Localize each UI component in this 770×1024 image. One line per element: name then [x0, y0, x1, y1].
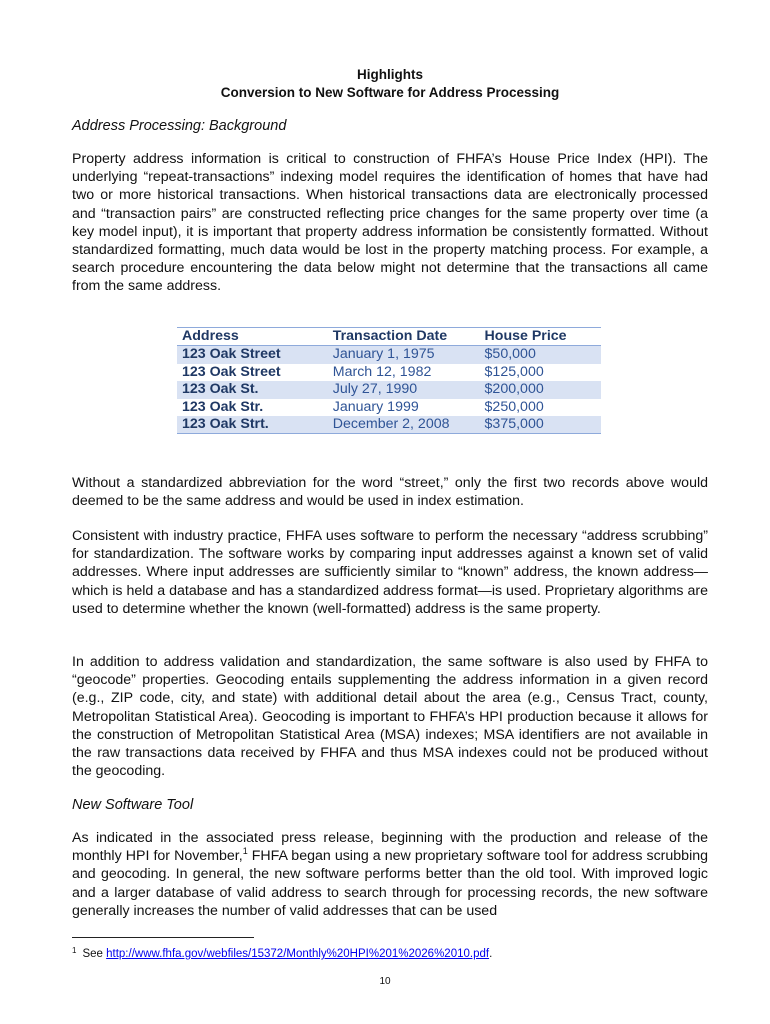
paragraph-new-software: [72, 829, 708, 920]
footnote-reference[interactable]: 1: [242, 846, 248, 857]
cell-date: January 1999: [332, 398, 419, 415]
cell-price: $125,000: [484, 363, 544, 380]
paragraph-abbreviation: Without a standardized abbreviation for the word “street,” only the first two records above would deemed to be the same address and would be used in index estimation.: [72, 475, 708, 510]
cell-date: January 1, 1975: [328, 346, 480, 364]
cell-address: 123 Oak Strt.: [177, 416, 328, 434]
paragraph-new-software-part-2: FHFA began using a new proprietary software tool for address scrubbing and geocoding. In general, the new software performs better than the old tool. With improved logic and a larger database of valid address to search through for processing records, the new software generally increases the number of valid addresses that can be used: [72, 848, 709, 919]
page-heading: Highlights: [357, 67, 423, 82]
footnote-marker: 1: [72, 946, 77, 955]
section-title-background: Address Processing: Background: [72, 118, 287, 134]
table-row: [177, 364, 601, 381]
footnote-divider: [72, 937, 254, 938]
cell-address: 123 Oak Str.: [182, 398, 264, 415]
cell-address: 123 Oak St.: [177, 381, 328, 398]
cell-address: 123 Oak Street: [182, 363, 281, 380]
table-row: [177, 381, 601, 398]
transactions-table: [177, 327, 601, 434]
cell-price: $375,000: [480, 416, 601, 434]
footnote-prefix: See: [82, 948, 107, 960]
table-row: [177, 346, 601, 364]
cell-date: March 12, 1982: [332, 363, 432, 380]
footnote: [72, 944, 492, 961]
paragraph-address-scrubbing: Consistent with industry practice, FHFA uses software to perform the necessary “address scrubbing” for standardization. The software works by comparing input addresses against a known set of valid addresses. Where input addresses are sufficiently similar to “known” address, the known address—which is held a database and has a standardized address format—is used. Proprietary algorithms are used to determine whether the known (well-formatted) address is the same property.: [72, 528, 708, 617]
table-row: [177, 416, 601, 434]
cell-price: $250,000: [484, 398, 544, 415]
column-header-house-price: House Price: [480, 328, 601, 346]
table-header-row: [177, 328, 601, 346]
page-subheading: Conversion to New Software for Address Processing: [220, 85, 560, 100]
paragraph-new-software-part-1: As indicated in the associated press release, beginning with the production and release of the monthly HPI for November,: [72, 830, 708, 865]
column-header-address: Address: [177, 328, 328, 346]
cell-address: 123 Oak Street: [177, 346, 328, 364]
footnote-link[interactable]: http://www.fhfa.gov/webfiles/15372/Monthly%20HPI%201%2026%2010.pdf: [106, 948, 490, 960]
cell-date: July 27, 1990: [328, 381, 480, 398]
cell-price: $200,000: [480, 381, 601, 398]
paragraph-geocoding: In addition to address validation and standardization, the same software is also used by FHFA to “geocode” properties. Geocoding entails supplementing the address information in a given record (e.g., ZIP code, city, and state) with additional detail about the area (e.g., Census Tract, county, Metropolitan Statistical Area). Geocoding is important to FHFA’s HPI production because it allows for the construction of Metropolitan Statistical Area (MSA) indexes; MSA identifiers are not available in the raw transactions data received by FHFA and thus MSA indexes could not be produced without the geocoding.: [72, 654, 708, 780]
paragraph-background: Property address information is critical to construction of FHFA’s House Price Index (HPI). The underlying “repeat-transactions” indexing model requires the identification of homes that have had two or more historical transactions. When historical transactions data are electronically processed and “transaction pairs” are constructed reflecting price changes for the same property over time (a key model input), it is important that property address information be consistently formatted. Without standardized formatting, much data would be lost in the property matching process. For example, a search procedure encountering the data below might not determine that the transactions all came from the same address.: [72, 151, 708, 295]
cell-date: December 2, 2008: [328, 416, 480, 434]
table-row: [177, 399, 601, 416]
column-header-transaction-date: Transaction Date: [328, 328, 480, 346]
footnote-suffix: .: [489, 948, 493, 960]
page-number: 10: [379, 976, 391, 987]
section-title-new-software: New Software Tool: [72, 797, 194, 813]
cell-price: $50,000: [480, 346, 601, 364]
